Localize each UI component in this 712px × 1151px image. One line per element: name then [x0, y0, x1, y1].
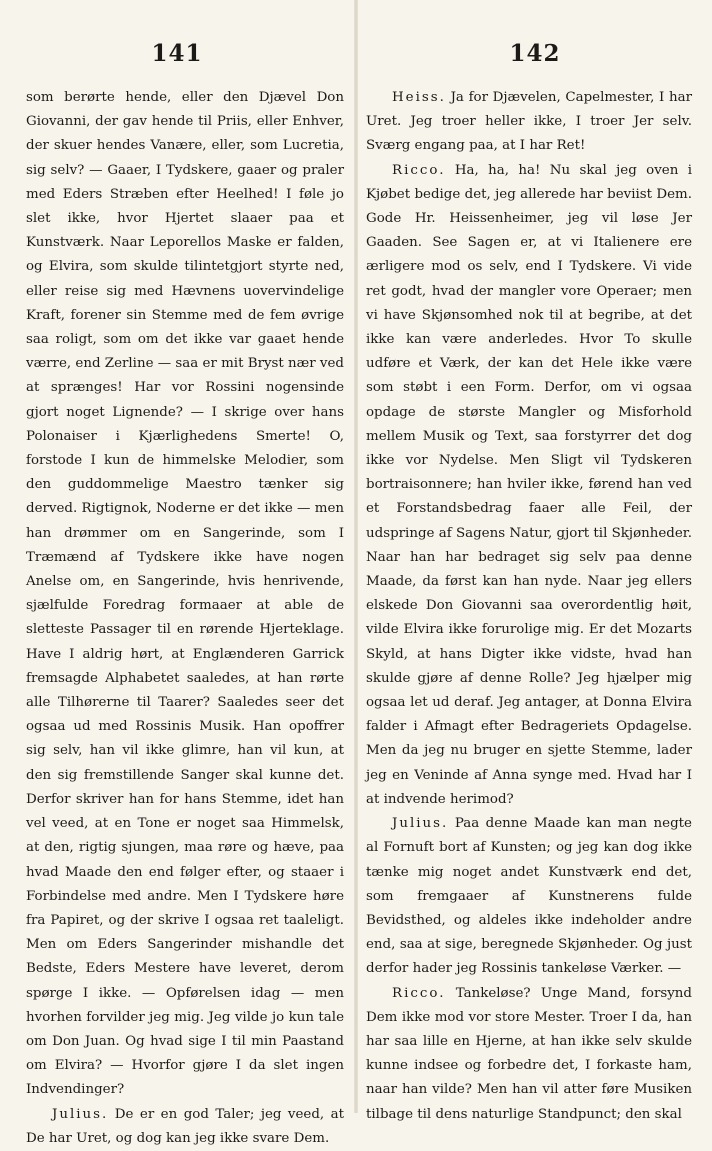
paragraph-text: som berørte hende, eller den Djævel Don Giovanni, der gav hende til Priis, eller Enhver, der skuer hendes Vanære, eller, som Lucretia, sig selv? — Gaaer, I Tydskere, gaaer og praler med Eders Stræben efter Heelhed! I føle jo slet ikke, hvor Hjertet slaaer paa et Kunstværk. Naar Leporellos Maske er falden, og Elvira, som skulde tilintetgjort styrte ned, eller reise sig med Hævnens uovervindelige Kraft, forener sin Stemme med de fem øvrige saa roligt, som om det ikke var gaaet hende værre, end Zerline — saa er mit Bryst nær ved at sprænges! Har vor Rossini nogensinde gjort noget Lignende? — I skrige over hans Polonaiser i Kjærlighedens Smerte! O, forstode I kun de himmelske Melodier, som den guddommelige Maestro tænker sig derved. Rigtignok, Noderne er det ikke — men han drømmer om en Sangerinde, som I Træmænd af Tydskere ikke have nogen Anelse om, en Sangerinde, hvis henrivende, sjælfulde Foredrag formaaer at able de sletteste Passager til en rørende Hjerteklage. Have I aldrig hørt, at Englænderen Garrick fremsagde Alphabetet saaledes, at han rørte alle Tilhørerne til Taarer? Saaledes seer det ogsaa ud med Rossinis Musik. Han opoffrer sig selv, han vil ikke glimre, han vil kun, at den sig fremstillende Sanger skal kunne det. Derfor skriver han for hans Stemme, idet han vel veed, at en Tone er noget saa Himmelsk, at den, rigtig sjungen, maa røre og hæve, paa hvad Maade den end følger efter, og staaer i Forbindelse med andre. Men I Tydskere høre fra Papiret, og der skrive I ogsaa ret taaleligt. Men om Eders Sangerinder mishandle det Bedste, Eders Mestere have leveret, derom spørge I ikke. — Opførelsen idag — men hvorhen forvilder jeg mig. Jeg vilde jo kun tale om Don Juan. Og hvad sige I til min Paastand om Elvira? — Hvorfor gjøre I da slet ingen Indvendinger? [26, 90, 344, 1098]
paragraph [366, 812, 692, 981]
paragraph-text: Ja for Djævelen, Capelmester, I har Uret. Jeg troer heller ikke, I troer Jer selv. Sværg engang paa, at I har Ret! [366, 90, 692, 154]
left-page [0, 0, 354, 1146]
paragraph [26, 1103, 344, 1151]
paragraph-text: Tankeløse? Unge Mand, forsynd Dem ikke mod vor store Mester. Troer I da, han har saa lille en Hjerne, at han ikke selv skulde kunne indsee og forbedre det, I forkaste ham, naar han vilde? Men han vil atter føre Musiken tilbage til dens naturlige Standpunct; den skal [366, 985, 693, 1122]
page-number: 142 [509, 40, 561, 67]
paragraph [366, 86, 692, 159]
right-page [358, 0, 712, 1122]
paragraph [26, 86, 344, 1103]
text-column [366, 86, 692, 1127]
paragraph-text: Ha, ha, ha! Nu skal jeg oven i Kjøbet bedige det, jeg allerede har beviist Dem. Gode Hr. Heissenheimer, jeg vil løse Jer Gaaden. See Sagen er, at vi Italienere ere ærligere mod os selv, end I Tydskere. Vi vide ret godt, hvad der mangler vore Operaer; men vi have Skjønsomhed nok til at begribe, at det ikke kan være anderledes. Hvor To skulle udføre et Værk, der kan det Hele ikke være som støbt i een Form. Derfor, om vi ogsaa opdage de største Mangler og Misforhold mellem Musik og Text, saa forstyrrer det dog ikke vor Nydelse. Men Sligt vil Tydskeren bortraisonnere; han hviler ikke, førend han ved et Forstandsbedrag faaer alle Feil, der udspringe af Sagens Natur, gjort til Skjønheder. Naar han har bedraget sig selv paa denne Maade, da først kan han nyde. Naar jeg ellers elskede Don Giovanni saa overordentlig høit, vilde Elvira ikke forurolige mig. Er det Mozarts Skyld, at hans Digter ikke vidste, hvad han skulde gjøre af denne Rolle? Jeg hjælper mig ogsaa let ud deraf. Jeg antager, at Donna Elvira falder i Afmagt efter Bedrageriets Opdagelse. Men da jeg nu bruger en sjette Stemme, lader jeg en Veninde af Anna synge med. Hvad har I at indvende herimod? [366, 162, 692, 807]
paragraph-text: Paa denne Maade kan man negte al Fornuft bort af Kunsten; og jeg kan dog ikke tænke mig noget andet Kunstværk end det, som fremgaaer af Kunstnerens fulde Bevidsthed, og aldeles ikke indeholder andre end, saa at sige, beregnede Skjønheder. Og just derfor hader jeg Rossinis tankeløse Værker. — [366, 816, 692, 977]
speaker-name: Julius. [52, 1106, 109, 1122]
paragraph-text: De er en god Taler; jeg veed, at De har Uret, og dog kan jeg ikke svare Dem. [26, 1106, 344, 1146]
speaker-name: Heiss. [392, 90, 446, 105]
speaker-name: Ricco. [392, 985, 446, 1001]
text-column [26, 86, 344, 1151]
page-number: 141 [151, 40, 203, 67]
paragraph [366, 159, 692, 812]
paragraph [366, 982, 692, 1127]
speaker-name: Ricco. [392, 162, 446, 178]
speaker-name: Julius. [392, 816, 449, 832]
